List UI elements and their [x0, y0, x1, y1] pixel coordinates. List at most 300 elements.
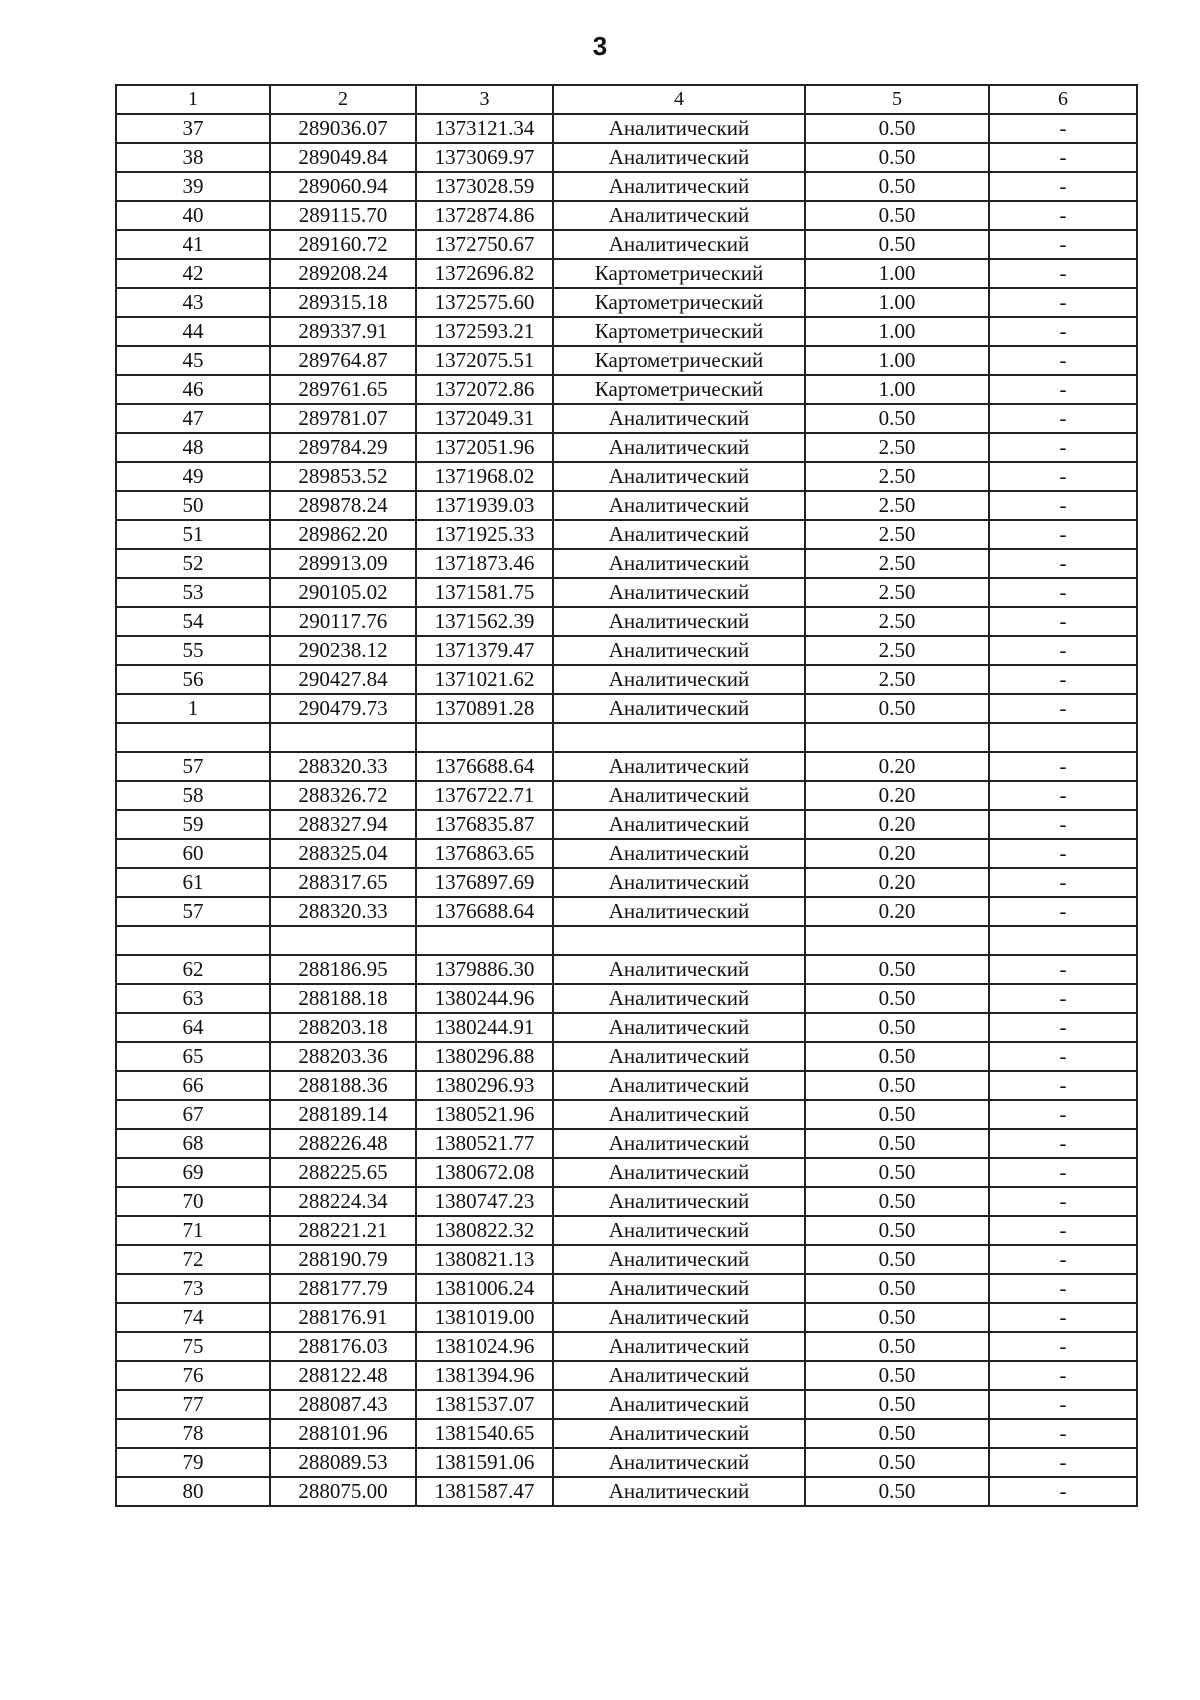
method-cell: Аналитический [553, 1448, 805, 1477]
accuracy-cell: 0.50 [805, 201, 989, 230]
y-coordinate-cell: 1376688.64 [416, 897, 553, 926]
column-header-4: 4 [553, 85, 805, 114]
y-coordinate-cell: 1376722.71 [416, 781, 553, 810]
method-cell: Аналитический [553, 781, 805, 810]
description-cell: - [989, 375, 1137, 404]
column-header-3: 3 [416, 85, 553, 114]
method-cell: Аналитический [553, 1274, 805, 1303]
x-coordinate-cell: 288089.53 [270, 1448, 416, 1477]
point-number-cell: 44 [116, 317, 270, 346]
accuracy-cell: 0.50 [805, 114, 989, 143]
point-number-cell: 43 [116, 288, 270, 317]
point-number-cell: 55 [116, 636, 270, 665]
description-cell [989, 723, 1137, 752]
table-row [116, 810, 1137, 839]
x-coordinate-cell: 288122.48 [270, 1361, 416, 1390]
accuracy-cell: 0.20 [805, 752, 989, 781]
method-cell: Аналитический [553, 114, 805, 143]
point-number-cell: 74 [116, 1303, 270, 1332]
table-row [116, 868, 1137, 897]
table-row [116, 1100, 1137, 1129]
description-cell: - [989, 317, 1137, 346]
table-row [116, 317, 1137, 346]
y-coordinate-cell: 1372874.86 [416, 201, 553, 230]
x-coordinate-cell: 288317.65 [270, 868, 416, 897]
y-coordinate-cell: 1376897.69 [416, 868, 553, 897]
y-coordinate-cell: 1381537.07 [416, 1390, 553, 1419]
description-cell: - [989, 1100, 1137, 1129]
accuracy-cell: 0.50 [805, 1245, 989, 1274]
description-cell: - [989, 607, 1137, 636]
description-cell: - [989, 1042, 1137, 1071]
description-cell: - [989, 520, 1137, 549]
y-coordinate-cell: 1372049.31 [416, 404, 553, 433]
accuracy-cell: 2.50 [805, 636, 989, 665]
accuracy-cell: 0.50 [805, 1187, 989, 1216]
point-number-cell: 60 [116, 839, 270, 868]
method-cell: Аналитический [553, 1042, 805, 1071]
accuracy-cell: 0.50 [805, 1071, 989, 1100]
accuracy-cell: 1.00 [805, 259, 989, 288]
method-cell: Аналитический [553, 1129, 805, 1158]
table-row [116, 1129, 1137, 1158]
y-coordinate-cell: 1371581.75 [416, 578, 553, 607]
table-row [116, 1071, 1137, 1100]
x-coordinate-cell: 288190.79 [270, 1245, 416, 1274]
table-row [116, 346, 1137, 375]
x-coordinate-cell: 288325.04 [270, 839, 416, 868]
description-cell: - [989, 897, 1137, 926]
description-cell: - [989, 1013, 1137, 1042]
accuracy-cell: 0.50 [805, 955, 989, 984]
point-number-cell: 69 [116, 1158, 270, 1187]
description-cell: - [989, 1477, 1137, 1506]
table-row [116, 984, 1137, 1013]
x-coordinate-cell: 290105.02 [270, 578, 416, 607]
accuracy-cell: 0.50 [805, 1216, 989, 1245]
description-cell: - [989, 172, 1137, 201]
description-cell: - [989, 1361, 1137, 1390]
accuracy-cell: 0.50 [805, 230, 989, 259]
blank-separator-row [116, 723, 1137, 752]
accuracy-cell: 0.50 [805, 1448, 989, 1477]
method-cell: Аналитический [553, 143, 805, 172]
description-cell: - [989, 1332, 1137, 1361]
y-coordinate-cell: 1380244.91 [416, 1013, 553, 1042]
accuracy-cell: 2.50 [805, 665, 989, 694]
point-number-cell: 68 [116, 1129, 270, 1158]
description-cell: - [989, 1245, 1137, 1274]
description-cell: - [989, 1216, 1137, 1245]
point-number-cell: 77 [116, 1390, 270, 1419]
point-number-cell: 58 [116, 781, 270, 810]
x-coordinate-cell: 290238.12 [270, 636, 416, 665]
accuracy-cell: 0.50 [805, 1477, 989, 1506]
accuracy-cell: 0.50 [805, 404, 989, 433]
y-coordinate-cell: 1373069.97 [416, 143, 553, 172]
description-cell: - [989, 752, 1137, 781]
method-cell: Аналитический [553, 665, 805, 694]
method-cell: Аналитический [553, 1071, 805, 1100]
table-row [116, 404, 1137, 433]
point-number-cell: 49 [116, 462, 270, 491]
description-cell: - [989, 288, 1137, 317]
description-cell: - [989, 404, 1137, 433]
x-coordinate-cell: 289036.07 [270, 114, 416, 143]
table-row [116, 143, 1137, 172]
y-coordinate-cell: 1380521.96 [416, 1100, 553, 1129]
table-row [116, 288, 1137, 317]
method-cell: Аналитический [553, 230, 805, 259]
method-cell: Аналитический [553, 1419, 805, 1448]
x-coordinate-cell: 289315.18 [270, 288, 416, 317]
accuracy-cell: 0.50 [805, 1100, 989, 1129]
description-cell: - [989, 1158, 1137, 1187]
method-cell: Аналитический [553, 404, 805, 433]
method-cell: Аналитический [553, 1477, 805, 1506]
point-number-cell: 57 [116, 897, 270, 926]
y-coordinate-cell: 1380747.23 [416, 1187, 553, 1216]
method-cell [553, 926, 805, 955]
point-number-cell: 62 [116, 955, 270, 984]
point-number-cell: 78 [116, 1419, 270, 1448]
y-coordinate-cell: 1371021.62 [416, 665, 553, 694]
point-number-cell: 80 [116, 1477, 270, 1506]
header-row [116, 85, 1137, 114]
table-row [116, 491, 1137, 520]
y-coordinate-cell [416, 926, 553, 955]
description-cell: - [989, 1187, 1137, 1216]
method-cell: Аналитический [553, 868, 805, 897]
point-number-cell: 61 [116, 868, 270, 897]
accuracy-cell: 0.20 [805, 897, 989, 926]
column-header-6: 6 [989, 85, 1137, 114]
point-number-cell: 76 [116, 1361, 270, 1390]
table-row [116, 752, 1137, 781]
point-number-cell: 42 [116, 259, 270, 288]
x-coordinate-cell: 289781.07 [270, 404, 416, 433]
point-number-cell: 59 [116, 810, 270, 839]
x-coordinate-cell: 289784.29 [270, 433, 416, 462]
point-number-cell: 41 [116, 230, 270, 259]
accuracy-cell: 0.20 [805, 781, 989, 810]
x-coordinate-cell: 289913.09 [270, 549, 416, 578]
point-number-cell: 51 [116, 520, 270, 549]
x-coordinate-cell: 288176.03 [270, 1332, 416, 1361]
x-coordinate-cell: 288221.21 [270, 1216, 416, 1245]
x-coordinate-cell: 289115.70 [270, 201, 416, 230]
coordinates-table [115, 84, 1138, 1507]
description-cell: - [989, 549, 1137, 578]
x-coordinate-cell: 288087.43 [270, 1390, 416, 1419]
x-coordinate-cell: 288320.33 [270, 752, 416, 781]
table-row [116, 259, 1137, 288]
column-header-2: 2 [270, 85, 416, 114]
point-number-cell: 54 [116, 607, 270, 636]
point-number-cell: 50 [116, 491, 270, 520]
y-coordinate-cell: 1371873.46 [416, 549, 553, 578]
point-number-cell: 40 [116, 201, 270, 230]
table-row [116, 694, 1137, 723]
y-coordinate-cell: 1370891.28 [416, 694, 553, 723]
method-cell: Аналитический [553, 549, 805, 578]
description-cell: - [989, 781, 1137, 810]
table-row [116, 1332, 1137, 1361]
method-cell: Аналитический [553, 1332, 805, 1361]
accuracy-cell: 1.00 [805, 346, 989, 375]
point-number-cell: 52 [116, 549, 270, 578]
y-coordinate-cell: 1381540.65 [416, 1419, 553, 1448]
table-row [116, 1158, 1137, 1187]
y-coordinate-cell: 1372593.21 [416, 317, 553, 346]
point-number-cell: 38 [116, 143, 270, 172]
y-coordinate-cell: 1376688.64 [416, 752, 553, 781]
table-row [116, 549, 1137, 578]
method-cell: Картометрический [553, 375, 805, 404]
x-coordinate-cell: 288225.65 [270, 1158, 416, 1187]
table-row [116, 607, 1137, 636]
table-header [116, 85, 1137, 114]
accuracy-cell: 0.20 [805, 810, 989, 839]
description-cell: - [989, 839, 1137, 868]
method-cell: Аналитический [553, 1245, 805, 1274]
page-number: 3 [592, 31, 608, 61]
accuracy-cell [805, 926, 989, 955]
x-coordinate-cell: 288326.72 [270, 781, 416, 810]
table-row [116, 636, 1137, 665]
method-cell: Картометрический [553, 259, 805, 288]
y-coordinate-cell: 1373121.34 [416, 114, 553, 143]
description-cell: - [989, 694, 1137, 723]
method-cell: Аналитический [553, 201, 805, 230]
description-cell: - [989, 636, 1137, 665]
description-cell: - [989, 1274, 1137, 1303]
y-coordinate-cell: 1371939.03 [416, 491, 553, 520]
x-coordinate-cell: 288203.18 [270, 1013, 416, 1042]
table-row [116, 1419, 1137, 1448]
table-row [116, 1274, 1137, 1303]
x-coordinate-cell: 290117.76 [270, 607, 416, 636]
method-cell: Аналитический [553, 520, 805, 549]
method-cell: Аналитический [553, 1216, 805, 1245]
point-number-cell: 56 [116, 665, 270, 694]
y-coordinate-cell: 1380672.08 [416, 1158, 553, 1187]
table-row [116, 1013, 1137, 1042]
x-coordinate-cell: 288186.95 [270, 955, 416, 984]
accuracy-cell: 0.50 [805, 1013, 989, 1042]
description-cell: - [989, 201, 1137, 230]
y-coordinate-cell: 1381587.47 [416, 1477, 553, 1506]
description-cell: - [989, 665, 1137, 694]
accuracy-cell: 1.00 [805, 317, 989, 346]
method-cell: Аналитический [553, 955, 805, 984]
accuracy-cell: 0.50 [805, 1361, 989, 1390]
point-number-cell: 70 [116, 1187, 270, 1216]
x-coordinate-cell: 290427.84 [270, 665, 416, 694]
x-coordinate-cell: 288189.14 [270, 1100, 416, 1129]
method-cell: Аналитический [553, 839, 805, 868]
description-cell: - [989, 1303, 1137, 1332]
x-coordinate-cell: 289049.84 [270, 143, 416, 172]
table-row [116, 520, 1137, 549]
method-cell: Аналитический [553, 1390, 805, 1419]
x-coordinate-cell [270, 723, 416, 752]
method-cell: Аналитический [553, 1303, 805, 1332]
point-number-cell: 45 [116, 346, 270, 375]
x-coordinate-cell: 288188.36 [270, 1071, 416, 1100]
column-header-1: 1 [116, 85, 270, 114]
description-cell [989, 926, 1137, 955]
point-number-cell: 75 [116, 1332, 270, 1361]
method-cell: Картометрический [553, 288, 805, 317]
y-coordinate-cell: 1380822.32 [416, 1216, 553, 1245]
y-coordinate-cell: 1380244.96 [416, 984, 553, 1013]
y-coordinate-cell: 1373028.59 [416, 172, 553, 201]
accuracy-cell: 0.50 [805, 1274, 989, 1303]
accuracy-cell: 0.50 [805, 1390, 989, 1419]
y-coordinate-cell: 1372075.51 [416, 346, 553, 375]
y-coordinate-cell: 1380296.93 [416, 1071, 553, 1100]
method-cell: Аналитический [553, 1100, 805, 1129]
method-cell: Аналитический [553, 491, 805, 520]
accuracy-cell: 0.50 [805, 984, 989, 1013]
x-coordinate-cell: 289853.52 [270, 462, 416, 491]
point-number-cell: 57 [116, 752, 270, 781]
x-coordinate-cell: 289208.24 [270, 259, 416, 288]
table-row [116, 1216, 1137, 1245]
accuracy-cell: 0.50 [805, 1042, 989, 1071]
description-cell: - [989, 230, 1137, 259]
method-cell: Аналитический [553, 607, 805, 636]
accuracy-cell: 0.50 [805, 1419, 989, 1448]
accuracy-cell: 2.50 [805, 578, 989, 607]
method-cell: Аналитический [553, 1013, 805, 1042]
accuracy-cell: 2.50 [805, 549, 989, 578]
accuracy-cell [805, 723, 989, 752]
y-coordinate-cell: 1376863.65 [416, 839, 553, 868]
description-cell: - [989, 346, 1137, 375]
table-body [116, 114, 1137, 1506]
y-coordinate-cell [416, 723, 553, 752]
description-cell: - [989, 433, 1137, 462]
point-number-cell: 64 [116, 1013, 270, 1042]
y-coordinate-cell: 1371379.47 [416, 636, 553, 665]
y-coordinate-cell: 1381394.96 [416, 1361, 553, 1390]
table-row [116, 230, 1137, 259]
description-cell: - [989, 143, 1137, 172]
accuracy-cell: 0.50 [805, 172, 989, 201]
table-row [116, 114, 1137, 143]
table-row [116, 1042, 1137, 1071]
accuracy-cell: 0.50 [805, 1129, 989, 1158]
accuracy-cell: 0.50 [805, 143, 989, 172]
method-cell: Аналитический [553, 578, 805, 607]
description-cell: - [989, 1419, 1137, 1448]
description-cell: - [989, 1129, 1137, 1158]
point-number-cell: 46 [116, 375, 270, 404]
table-row [116, 1448, 1137, 1477]
table-row [116, 839, 1137, 868]
description-cell: - [989, 955, 1137, 984]
y-coordinate-cell: 1372750.67 [416, 230, 553, 259]
x-coordinate-cell: 288188.18 [270, 984, 416, 1013]
y-coordinate-cell: 1371925.33 [416, 520, 553, 549]
y-coordinate-cell: 1381591.06 [416, 1448, 553, 1477]
table-row [116, 781, 1137, 810]
x-coordinate-cell: 289764.87 [270, 346, 416, 375]
point-number-cell: 37 [116, 114, 270, 143]
method-cell: Аналитический [553, 462, 805, 491]
table-row [116, 201, 1137, 230]
table-row [116, 433, 1137, 462]
accuracy-cell: 0.50 [805, 1303, 989, 1332]
method-cell: Аналитический [553, 172, 805, 201]
x-coordinate-cell: 288320.33 [270, 897, 416, 926]
point-number-cell: 73 [116, 1274, 270, 1303]
description-cell: - [989, 810, 1137, 839]
accuracy-cell: 1.00 [805, 288, 989, 317]
table-row [116, 665, 1137, 694]
method-cell: Картометрический [553, 317, 805, 346]
description-cell: - [989, 868, 1137, 897]
accuracy-cell: 2.50 [805, 462, 989, 491]
table-row [116, 1187, 1137, 1216]
table-row [116, 955, 1137, 984]
table-row [116, 1477, 1137, 1506]
method-cell: Аналитический [553, 694, 805, 723]
table-row [116, 1245, 1137, 1274]
description-cell: - [989, 1390, 1137, 1419]
x-coordinate-cell: 288226.48 [270, 1129, 416, 1158]
x-coordinate-cell: 289160.72 [270, 230, 416, 259]
accuracy-cell: 0.50 [805, 1332, 989, 1361]
x-coordinate-cell: 288177.79 [270, 1274, 416, 1303]
table-row [116, 1390, 1137, 1419]
x-coordinate-cell: 288203.36 [270, 1042, 416, 1071]
point-number-cell: 72 [116, 1245, 270, 1274]
y-coordinate-cell: 1376835.87 [416, 810, 553, 839]
point-number-cell: 1 [116, 694, 270, 723]
y-coordinate-cell: 1372575.60 [416, 288, 553, 317]
method-cell: Аналитический [553, 1361, 805, 1390]
y-coordinate-cell: 1372051.96 [416, 433, 553, 462]
method-cell: Картометрический [553, 346, 805, 375]
y-coordinate-cell: 1381019.00 [416, 1303, 553, 1332]
table-row [116, 578, 1137, 607]
table-row [116, 462, 1137, 491]
method-cell: Аналитический [553, 1158, 805, 1187]
point-number-cell: 79 [116, 1448, 270, 1477]
accuracy-cell: 0.50 [805, 1158, 989, 1187]
method-cell: Аналитический [553, 897, 805, 926]
method-cell: Аналитический [553, 752, 805, 781]
y-coordinate-cell: 1372696.82 [416, 259, 553, 288]
x-coordinate-cell: 288327.94 [270, 810, 416, 839]
x-coordinate-cell: 288224.34 [270, 1187, 416, 1216]
point-number-cell [116, 926, 270, 955]
description-cell: - [989, 462, 1137, 491]
y-coordinate-cell: 1381006.24 [416, 1274, 553, 1303]
description-cell: - [989, 1071, 1137, 1100]
accuracy-cell: 2.50 [805, 520, 989, 549]
point-number-cell: 47 [116, 404, 270, 433]
table-row [116, 1361, 1137, 1390]
accuracy-cell: 2.50 [805, 607, 989, 636]
x-coordinate-cell [270, 926, 416, 955]
table-row [116, 1303, 1137, 1332]
accuracy-cell: 0.20 [805, 839, 989, 868]
table-row [116, 172, 1137, 201]
